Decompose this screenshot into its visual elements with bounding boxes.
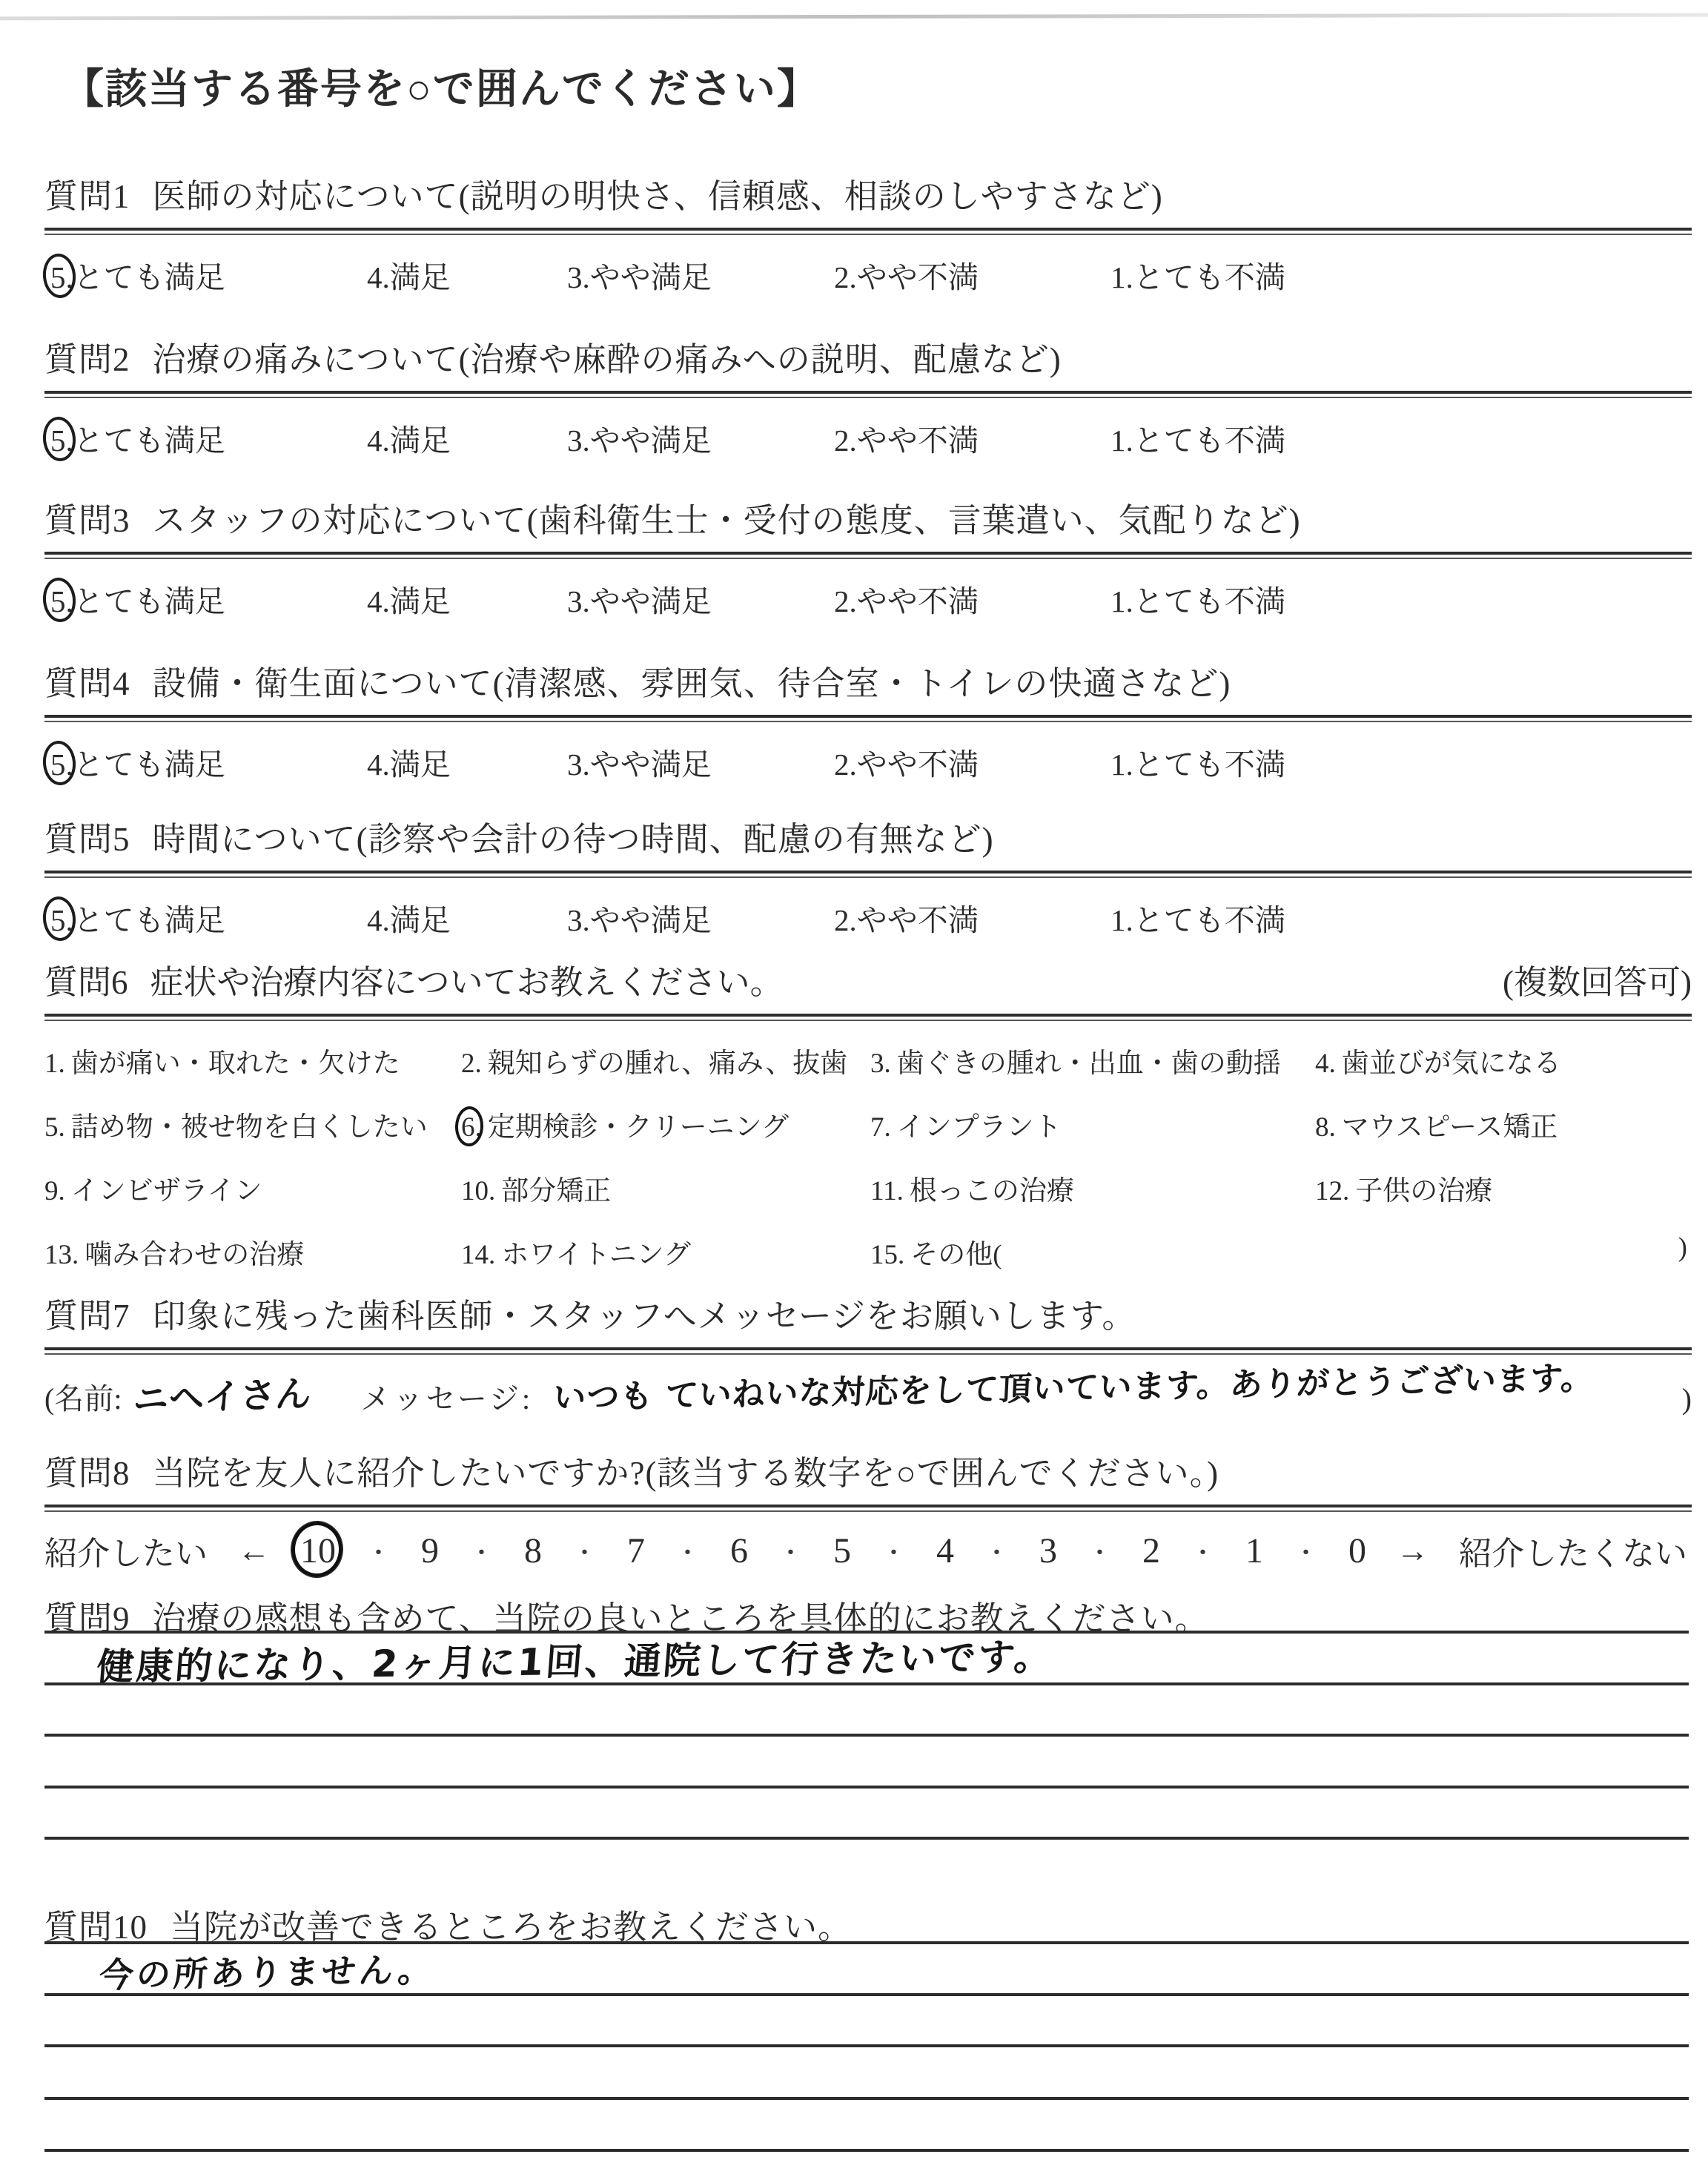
option-label: ホワイトニング xyxy=(501,1240,691,1270)
question-7-heading xyxy=(44,1289,1692,1337)
likert-option-3 xyxy=(567,253,712,297)
question-3-heading xyxy=(44,493,1692,541)
divider-rule xyxy=(44,1014,1692,1021)
question-number: 質問8 xyxy=(44,1455,130,1492)
dot-separator: ・ xyxy=(572,1539,598,1568)
option-label: 歯並びが気になる xyxy=(1341,1048,1561,1079)
nps-scale-row xyxy=(44,1527,1687,1574)
divider-rule xyxy=(44,1505,1692,1512)
likert-option-4 xyxy=(367,253,451,297)
likert-option-number: 3. xyxy=(567,903,590,937)
question-text: 印象に残った歯科医師・スタッフへメッセージをお願いします。 xyxy=(152,1298,1136,1335)
divider-rule xyxy=(44,228,1692,235)
answer-line xyxy=(44,1837,1689,1840)
option-number: 15. xyxy=(870,1240,905,1270)
handwritten-name: ニヘイさん xyxy=(132,1373,314,1421)
symptom-option-5 xyxy=(44,1104,461,1144)
option-label: 部分矯正 xyxy=(501,1176,612,1206)
selected-answer-circle: 5. xyxy=(50,747,73,782)
nps-number-7: 7 xyxy=(627,1530,645,1571)
dot-separator: ・ xyxy=(1087,1539,1113,1568)
likert-option-label: やや満足 xyxy=(589,260,712,294)
option-label: インプラント xyxy=(896,1112,1062,1143)
likert-option-label: とても不満 xyxy=(1133,903,1285,937)
likert-option-5 xyxy=(50,253,225,297)
likert-option-3 xyxy=(567,740,712,784)
likert-option-4 xyxy=(367,896,451,939)
question-text: 当院が改善できるところをお教えください。 xyxy=(170,1909,853,1946)
likert-option-number: 4. xyxy=(367,584,390,618)
dot-separator: ・ xyxy=(984,1539,1010,1568)
nps-number-3: 3 xyxy=(1039,1530,1057,1571)
option-number: 9. xyxy=(44,1176,65,1206)
handwritten-message: いつも ていねいな対応をして頂いています。ありがとうございます。 xyxy=(552,1358,1595,1417)
multiple-answers-note: (複数回答可) xyxy=(1503,964,1692,1001)
question-text: 症状や治療内容についてお教えください。 xyxy=(150,964,784,1001)
likert-option-label: やや満足 xyxy=(589,747,712,782)
answer-line xyxy=(44,2149,1689,2152)
likert-option-1 xyxy=(1110,416,1285,460)
handwritten-answer-q10: 今の所ありません。 xyxy=(98,1949,437,1995)
option-label: 定期検診・クリーニング xyxy=(487,1112,790,1143)
selected-answer-circle: 5. xyxy=(50,423,73,458)
selected-answer-circle: 6. xyxy=(461,1112,482,1143)
question-block-4 xyxy=(44,656,1692,786)
right-arrow-icon: → xyxy=(1396,1532,1429,1569)
question-text: 治療の痛みについて(治療や麻酔の痛みへの説明、配慮など) xyxy=(152,341,1062,378)
question-6-heading xyxy=(44,955,1692,1003)
option-label: 歯が痛い・取れた・欠けた xyxy=(70,1048,400,1079)
likert-option-number: 3. xyxy=(567,584,590,618)
symptom-options-grid xyxy=(44,1040,1692,1272)
likert-option-2 xyxy=(834,896,979,939)
scan-artifact-line xyxy=(0,13,1708,21)
dot-separator: ・ xyxy=(365,1539,391,1568)
question-number: 質問1 xyxy=(44,178,130,215)
nps-right-label: 紹介したくない xyxy=(1459,1536,1687,1572)
likert-option-label: とても不満 xyxy=(1133,584,1285,618)
likert-option-5 xyxy=(50,577,225,621)
nps-number-1: 1 xyxy=(1245,1530,1263,1571)
option-label: インビザライン xyxy=(70,1176,262,1206)
answer-line xyxy=(44,1941,1689,1944)
message-answer-row xyxy=(44,1358,1692,1421)
likert-option-1 xyxy=(1110,577,1285,621)
symptom-option-6 xyxy=(461,1104,870,1144)
question-block-2 xyxy=(44,332,1692,462)
likert-option-4 xyxy=(367,577,451,621)
symptom-option-7 xyxy=(870,1104,1315,1144)
question-block-5 xyxy=(44,812,1692,942)
nps-number-4: 4 xyxy=(936,1530,954,1571)
answer-line xyxy=(44,2097,1689,2100)
selected-answer-circle: 5. xyxy=(50,903,73,937)
likert-option-number: 3. xyxy=(567,747,590,782)
likert-options-q2 xyxy=(44,416,1692,462)
symptom-option-11 xyxy=(870,1168,1315,1208)
question-number: 質問2 xyxy=(44,341,130,378)
question-number: 質問6 xyxy=(44,964,128,1001)
likert-option-number: 1. xyxy=(1110,747,1133,782)
dot-separator: ・ xyxy=(1293,1539,1319,1568)
question-number: 質問10 xyxy=(44,1909,148,1946)
question-block-1 xyxy=(44,169,1692,299)
option-number: 14. xyxy=(461,1240,496,1270)
question-block-3 xyxy=(44,493,1692,623)
likert-option-2 xyxy=(834,740,979,784)
selected-answer-circle: 5. xyxy=(50,584,73,618)
question-text: 設備・衛生面について(清潔感、雰囲気、待合室・トイレの快適さなど) xyxy=(152,665,1231,702)
likert-option-label: やや不満 xyxy=(856,584,979,618)
likert-option-5 xyxy=(50,740,225,784)
question-number: 質問5 xyxy=(44,821,130,858)
option-label: 親知らずの腫れ、痛み、抜歯 xyxy=(487,1048,848,1079)
nps-number-9: 9 xyxy=(421,1530,439,1571)
likert-option-label: やや不満 xyxy=(856,423,979,458)
likert-option-label: とても満足 xyxy=(73,584,225,618)
option-number: 12. xyxy=(1315,1176,1350,1206)
likert-option-4 xyxy=(367,416,451,460)
question-text: 医師の対応について(説明の明快さ、信頼感、相談のしやすさなど) xyxy=(152,178,1163,215)
option-number: 8. xyxy=(1315,1112,1336,1143)
option-number: 3. xyxy=(870,1048,891,1079)
likert-option-number: 1. xyxy=(1110,584,1133,618)
left-arrow-icon: ← xyxy=(237,1532,271,1569)
symptom-option-14 xyxy=(461,1232,870,1272)
other-option-close-paren: ) xyxy=(1678,1232,1687,1263)
likert-option-4 xyxy=(367,740,451,784)
question-text: スタッフの対応について(歯科衛生士・受付の態度、言葉遣い、気配りなど) xyxy=(152,502,1301,539)
close-paren: ) xyxy=(1681,1382,1692,1416)
divider-rule xyxy=(44,391,1692,398)
likert-option-2 xyxy=(834,577,979,621)
option-label: 噛み合わせの治療 xyxy=(85,1240,305,1270)
likert-option-label: やや不満 xyxy=(856,903,979,937)
selected-answer-circle: 10 xyxy=(300,1530,336,1571)
symptom-option-9 xyxy=(44,1168,461,1208)
option-number: 1. xyxy=(44,1048,65,1079)
likert-option-label: やや満足 xyxy=(589,903,712,937)
likert-option-number: 2. xyxy=(834,260,857,294)
answer-line xyxy=(44,1734,1689,1737)
likert-option-label: やや不満 xyxy=(856,747,979,782)
likert-option-number: 2. xyxy=(834,747,857,782)
nps-number-5: 5 xyxy=(833,1530,851,1571)
symptom-option-8 xyxy=(1315,1104,1692,1144)
likert-option-number: 4. xyxy=(367,747,390,782)
question-5-heading xyxy=(44,812,1692,860)
option-number: 2. xyxy=(461,1048,482,1079)
likert-option-3 xyxy=(567,416,712,460)
option-label: 詰め物・被せ物を白くしたい xyxy=(70,1112,428,1143)
nps-number-6: 6 xyxy=(730,1530,748,1571)
option-number: 5. xyxy=(44,1112,65,1143)
likert-option-label: とても不満 xyxy=(1133,423,1285,458)
question-text: 当院を友人に紹介したいですか?(該当する数字を○で囲んでください。) xyxy=(152,1455,1219,1492)
likert-option-label: とても満足 xyxy=(73,903,225,937)
option-label: その他( xyxy=(910,1240,1002,1270)
question-text: 治療の感想も含めて、当院の良いところを具体的にお教えください。 xyxy=(152,1600,1209,1637)
likert-option-number: 4. xyxy=(367,260,390,294)
likert-option-number: 4. xyxy=(367,423,390,458)
likert-option-5 xyxy=(50,416,225,460)
symptom-option-2 xyxy=(461,1040,870,1080)
likert-option-label: 満足 xyxy=(389,903,451,937)
likert-option-1 xyxy=(1110,896,1285,939)
option-number: 4. xyxy=(1315,1048,1336,1079)
symptom-option-12 xyxy=(1315,1168,1692,1208)
question-number: 質問3 xyxy=(44,502,130,539)
likert-option-1 xyxy=(1110,253,1285,297)
likert-option-number: 4. xyxy=(367,903,390,937)
likert-option-label: 満足 xyxy=(389,423,451,458)
divider-rule xyxy=(44,715,1692,722)
question-text: 時間について(診察や会計の待つ時間、配慮の有無など) xyxy=(152,821,994,858)
option-number: 7. xyxy=(870,1112,891,1143)
form-title: 【該当する番号を○で囲んでください】 xyxy=(62,67,820,113)
likert-option-label: とても満足 xyxy=(73,747,225,782)
dot-separator: ・ xyxy=(1190,1539,1216,1568)
symptom-option-3 xyxy=(870,1040,1315,1080)
symptom-option-1 xyxy=(44,1040,461,1080)
question-number: 質問7 xyxy=(44,1298,130,1335)
question-2-heading xyxy=(44,332,1692,380)
likert-option-number: 2. xyxy=(834,903,857,937)
nps-number-2: 2 xyxy=(1142,1530,1160,1571)
likert-option-label: とても満足 xyxy=(73,423,225,458)
likert-options-q4 xyxy=(44,740,1692,786)
message-field-label: メッセージ: xyxy=(360,1382,534,1416)
option-label: 子供の治療 xyxy=(1355,1176,1493,1206)
likert-option-3 xyxy=(567,577,712,621)
dot-separator: ・ xyxy=(881,1539,907,1568)
nps-left-label: 紹介したい xyxy=(44,1536,208,1572)
dot-separator: ・ xyxy=(675,1539,701,1568)
likert-option-1 xyxy=(1110,740,1285,784)
option-label: 歯ぐきの腫れ・出血・歯の動揺 xyxy=(896,1048,1281,1079)
likert-option-number: 1. xyxy=(1110,260,1133,294)
likert-options-q1 xyxy=(44,253,1692,299)
likert-option-5 xyxy=(50,896,225,939)
answer-line xyxy=(44,2044,1689,2047)
option-label: 根っこの治療 xyxy=(909,1176,1074,1206)
nps-number-8: 8 xyxy=(524,1530,542,1571)
option-number: 10. xyxy=(461,1176,496,1206)
symptom-option-10 xyxy=(461,1168,870,1208)
likert-option-label: とても満足 xyxy=(73,260,225,294)
question-block-8 xyxy=(44,1446,1692,1574)
option-label: マウスピース矯正 xyxy=(1341,1112,1558,1143)
likert-option-label: 満足 xyxy=(389,584,451,618)
likert-option-2 xyxy=(834,416,979,460)
symptom-option-15 xyxy=(870,1232,1315,1272)
likert-option-number: 2. xyxy=(834,584,857,618)
divider-rule xyxy=(44,871,1692,878)
answer-line xyxy=(44,1786,1689,1789)
likert-option-label: とても不満 xyxy=(1133,747,1285,782)
symptom-option-13 xyxy=(44,1232,461,1272)
likert-option-number: 2. xyxy=(834,423,857,458)
likert-option-label: とても不満 xyxy=(1133,260,1285,294)
symptom-option-4 xyxy=(1315,1040,1692,1080)
likert-option-label: 満足 xyxy=(389,747,451,782)
question-block-7 xyxy=(44,1289,1692,1419)
likert-option-2 xyxy=(834,253,979,297)
likert-option-number: 1. xyxy=(1110,423,1133,458)
option-number: 13. xyxy=(44,1240,79,1270)
selected-answer-circle: 5. xyxy=(50,260,73,294)
question-1-heading xyxy=(44,169,1692,217)
name-field-label: (名前: xyxy=(44,1382,122,1416)
question-heading-left xyxy=(44,955,784,1003)
likert-options-q5 xyxy=(44,896,1692,942)
option-number: 11. xyxy=(870,1176,904,1206)
dot-separator: ・ xyxy=(469,1539,494,1568)
likert-option-label: やや満足 xyxy=(589,584,712,618)
likert-option-label: やや満足 xyxy=(589,423,712,458)
question-number: 質問4 xyxy=(44,665,130,702)
divider-rule xyxy=(44,552,1692,559)
question-4-heading xyxy=(44,656,1692,704)
question-number: 質問9 xyxy=(44,1600,130,1637)
likert-option-label: やや不満 xyxy=(856,260,979,294)
question-8-heading xyxy=(44,1446,1692,1494)
likert-option-number: 1. xyxy=(1110,903,1133,937)
likert-option-number: 3. xyxy=(567,423,590,458)
likert-options-q3 xyxy=(44,577,1692,623)
question-block-6 xyxy=(44,955,1692,1272)
nps-number-0: 0 xyxy=(1348,1530,1366,1571)
dot-separator: ・ xyxy=(778,1539,804,1568)
likert-option-3 xyxy=(567,896,712,939)
handwritten-answer-q9: 健康的になり、2ヶ月に1回、通院して行きたいです。 xyxy=(95,1635,1056,1688)
likert-option-number: 3. xyxy=(567,260,590,294)
likert-option-label: 満足 xyxy=(389,260,451,294)
